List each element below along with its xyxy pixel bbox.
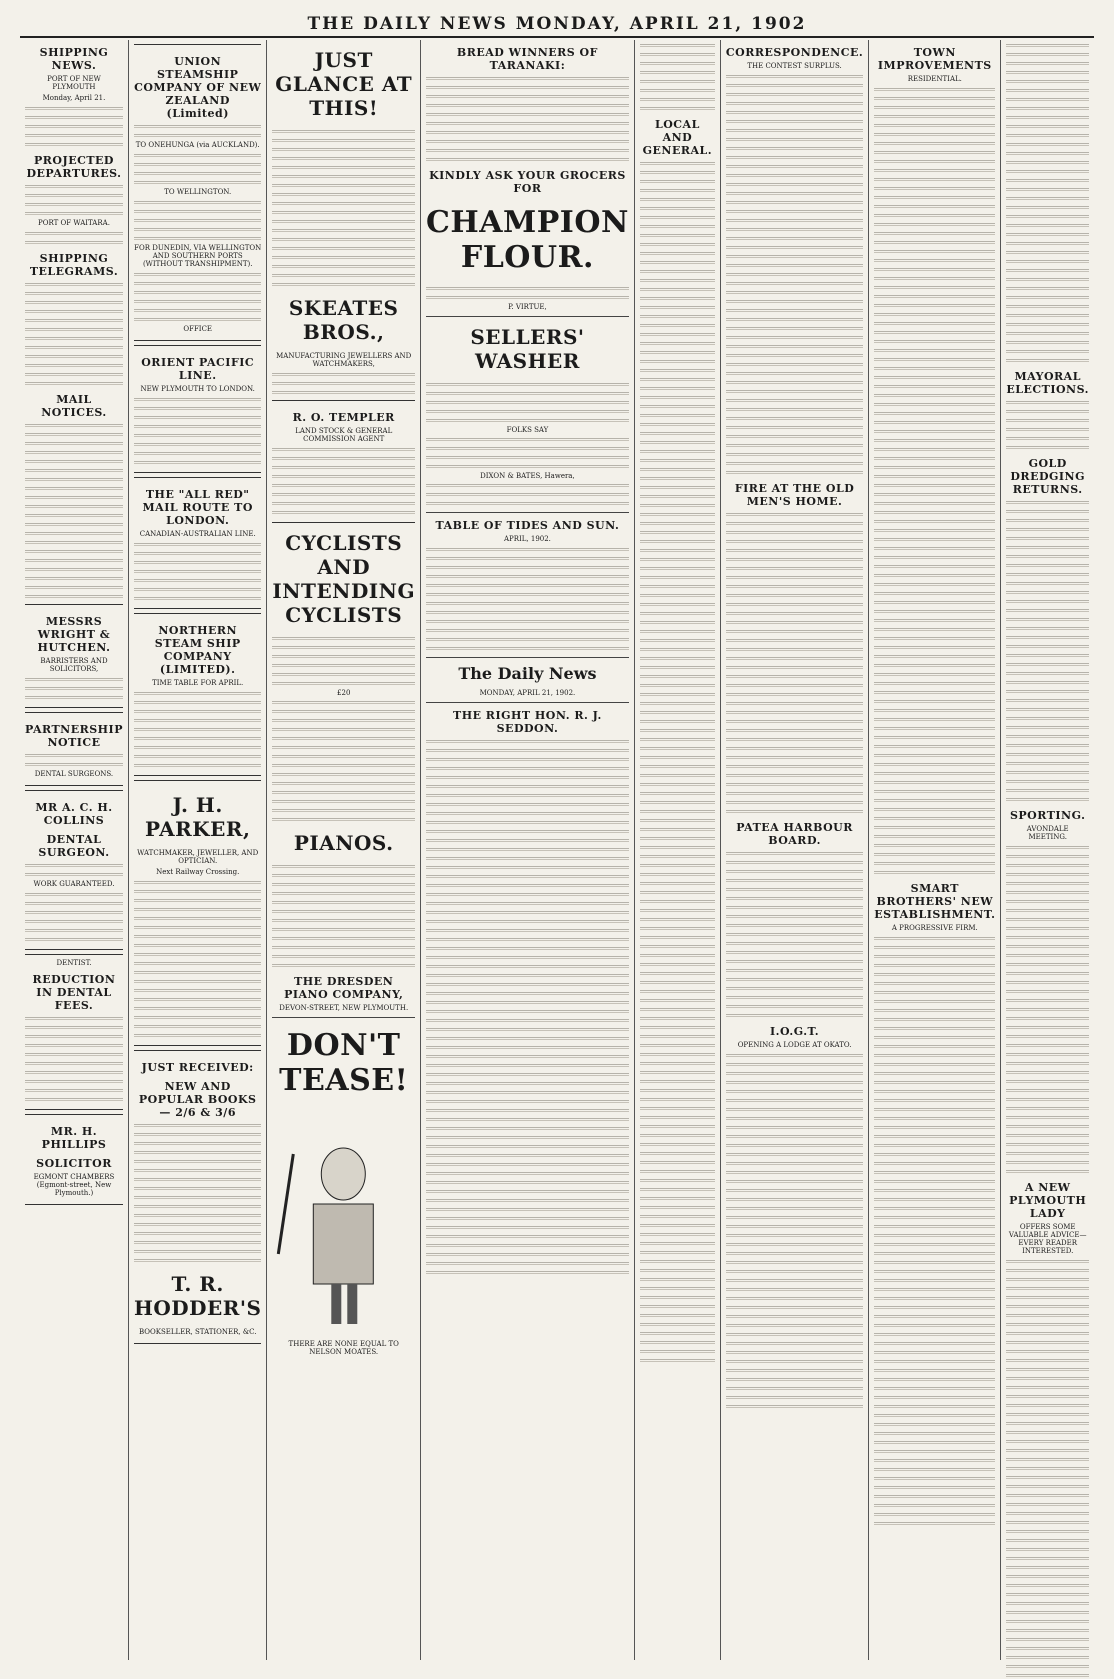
dresden-sub: DEVON-STREET, NEW PLYMOUTH. xyxy=(279,1004,409,1012)
column-4 xyxy=(421,40,635,1660)
skeates-sub: MANUFACTURING JEWELLERS AND WATCHMAKERS, xyxy=(276,352,412,368)
books-heading: NEW AND POPULAR BOOKS— 2/6 & 3/6 xyxy=(138,1080,257,1119)
seddon-heading: THE RIGHT HON. R. J. SEDDON. xyxy=(453,709,602,735)
residential-heading: RESIDENTIAL. xyxy=(907,75,962,83)
firm-heading: A PROGRESSIVE FIRM. xyxy=(891,924,978,932)
town-heading: TOWN IMPROVEMENTS xyxy=(877,46,992,72)
port-heading: PORT OF NEW PLYMOUTH xyxy=(47,75,101,91)
avondale-heading: AVONDALE MEETING. xyxy=(1026,825,1069,841)
shipping-heading: SHIPPING NEWS. xyxy=(39,46,109,72)
wright-advert xyxy=(25,604,123,708)
projected-heading: PROJECTED DEPARTURES. xyxy=(26,154,122,180)
dentist-heading: DENTIST. xyxy=(56,959,92,967)
templer-advert xyxy=(272,400,415,523)
skeates-heading: SKEATES BROS., xyxy=(288,296,399,344)
fire-heading: FIRE AT THE OLD MEN'S HOME. xyxy=(734,482,855,508)
timetable-heading: TIME TABLE FOR APRIL. xyxy=(152,679,244,687)
columns xyxy=(20,40,1094,1660)
wellington-heading: TO WELLINGTON. xyxy=(164,188,232,196)
parker-advert xyxy=(134,780,261,1046)
reduction-heading: REDUCTION IN DENTAL FEES. xyxy=(32,973,116,1012)
dental-surgeons: DENTAL SURGEONS. xyxy=(34,770,114,778)
templer-sub: LAND STOCK & GENERAL COMMISSION AGENT xyxy=(295,427,393,443)
column-1 xyxy=(20,40,129,1660)
gold-heading: GOLD DREDGING RETURNS. xyxy=(1010,457,1085,496)
lady-sub: OFFERS SOME VALUABLE ADVICE—EVERY READER INTERESTED. xyxy=(1008,1223,1087,1255)
dentist-advert xyxy=(25,954,123,1110)
column-6 xyxy=(721,40,869,1660)
onehunga-heading: TO ONEHUNGA (via AUCKLAND). xyxy=(135,141,260,149)
bread-heading: BREAD WINNERS OF TARANAKI: xyxy=(456,46,598,72)
union-heading: UNION STEAMSHIP COMPANY OF NEW ZEALAND (Limited) xyxy=(134,55,262,120)
hodder-heading: T. R. HODDER'S xyxy=(133,1272,262,1320)
iogt-heading: I.O.G.T. xyxy=(769,1025,820,1038)
canadian-heading: CANADIAN-AUSTRALIAN LINE. xyxy=(139,530,256,538)
canadian-advert xyxy=(134,477,261,609)
contest-heading: THE CONTEST SURPLUS. xyxy=(747,62,842,70)
dental-surgeon-heading: DENTAL SURGEON. xyxy=(38,833,110,859)
tea-advert-illustration xyxy=(272,1114,415,1334)
parker-sub: WATCHMAKER, JEWELLER, AND OPTICIAN. xyxy=(137,849,259,865)
phillips-heading: MR. H. PHILLIPS xyxy=(41,1125,107,1151)
orient-heading: ORIENT PACIFIC LINE. xyxy=(141,356,255,382)
column-2 xyxy=(129,40,267,1660)
column-7 xyxy=(869,40,1001,1660)
local-heading: LOCAL AND GENERAL. xyxy=(642,118,713,157)
office-label: OFFICE xyxy=(183,325,213,333)
wright-sub: BARRISTERS AND SOLICITORS, xyxy=(40,657,108,673)
corr-heading: CORRESPONDENCE. xyxy=(725,46,864,59)
shipping-date: Monday, April 21. xyxy=(42,94,106,102)
dixon-bates: DIXON & BATES, Hawera, xyxy=(480,472,575,480)
mail-heading: MAIL NOTICES. xyxy=(41,393,107,419)
virtue-name: P. VIRTUE, xyxy=(508,303,547,311)
glance-heading: JUST GLANCE AT THIS! xyxy=(275,48,413,120)
cyclists-heading: CYCLISTS AND INTENDING CYCLISTS xyxy=(272,531,416,627)
collins-heading: MR A. C. H. COLLINS xyxy=(35,801,113,827)
dunedin-heading: FOR DUNEDIN, VIA WELLINGTON AND SOUTHERN PORTS (WITHOUT TRANSHIPMENT). xyxy=(134,244,262,268)
lodge-heading: OPENING A LODGE AT OKATO. xyxy=(737,1041,852,1049)
kindly-heading: KINDLY ASK YOUR GROCERS FOR xyxy=(429,169,626,195)
tides-month: APRIL, 1902. xyxy=(503,535,551,543)
dresden-heading: THE DRESDEN PIANO COMPANY, xyxy=(284,975,404,1001)
northern-advert xyxy=(134,613,261,776)
column-5 xyxy=(635,40,721,1660)
waitara-heading: PORT OF WAITARA. xyxy=(38,219,110,227)
cycle-price: £20 xyxy=(337,689,351,697)
tides-heading: TABLE OF TIDES AND SUN. xyxy=(435,519,620,532)
tea-slogan: THERE ARE NONE EQUAL TO NELSON MOATES. xyxy=(288,1340,399,1356)
templer-heading: R. O. TEMPLER xyxy=(292,411,395,424)
wright-heading: MESSRS WRIGHT & HUTCHEN. xyxy=(37,615,111,654)
parker-railway: Next Railway Crossing. xyxy=(156,868,240,876)
pianos-heading: PIANOS. xyxy=(293,831,394,855)
champion-heading: CHAMPION FLOUR. xyxy=(426,205,629,275)
partnership-advert xyxy=(25,712,123,786)
orient-advert xyxy=(134,345,261,473)
northern-heading: NORTHERN STEAM SHIP COMPANY (LIMITED). xyxy=(154,624,241,676)
mayoral-heading: MAYORAL ELECTIONS. xyxy=(1006,370,1089,396)
received-heading: JUST RECEIVED: xyxy=(141,1061,254,1074)
nameplate: The Daily News xyxy=(458,664,597,683)
parker-heading: J. H. PARKER, xyxy=(144,793,251,841)
work-guaranteed: WORK GUARANTEED. xyxy=(33,880,115,888)
partnership-heading: PARTNERSHIP NOTICE xyxy=(25,723,123,749)
hodder-sub: BOOKSELLER, STATIONER, &C. xyxy=(138,1328,257,1336)
collins-advert xyxy=(25,790,123,950)
union-advert xyxy=(134,44,261,341)
column-8 xyxy=(1001,40,1094,1660)
column-3 xyxy=(267,40,421,1660)
books-advert xyxy=(134,1050,261,1344)
orient-sub: NEW PLYMOUTH TO LONDON. xyxy=(140,385,255,393)
sporting-heading: SPORTING. xyxy=(1009,809,1086,822)
sellers-heading: SELLERS' WASHER xyxy=(470,325,585,373)
dont-tease-heading: DON'T TEASE! xyxy=(279,1028,409,1098)
egmont-chambers: EGMONT CHAMBERS (Egmont-street, New Plymouth.) xyxy=(33,1173,115,1197)
patea-heading: PATEA HARBOUR BOARD. xyxy=(736,821,853,847)
folks-say: FOLKS SAY xyxy=(506,426,549,434)
mail-route-heading: THE "ALL RED" MAIL ROUTE TO LONDON. xyxy=(142,488,253,527)
telegrams-heading: SHIPPING TELEGRAMS. xyxy=(29,252,119,278)
smart-heading: SMART BROTHERS' NEW ESTABLISHMENT. xyxy=(874,882,996,921)
paper-date: MONDAY, APRIL 21, 1902. xyxy=(479,689,576,697)
phillips-advert xyxy=(25,1114,123,1205)
lady-heading: A NEW PLYMOUTH LADY xyxy=(1009,1181,1087,1220)
solicitor-heading: SOLICITOR xyxy=(36,1157,112,1170)
masthead: THE DAILY NEWS MONDAY, APRIL 21, 1902 xyxy=(20,14,1094,38)
